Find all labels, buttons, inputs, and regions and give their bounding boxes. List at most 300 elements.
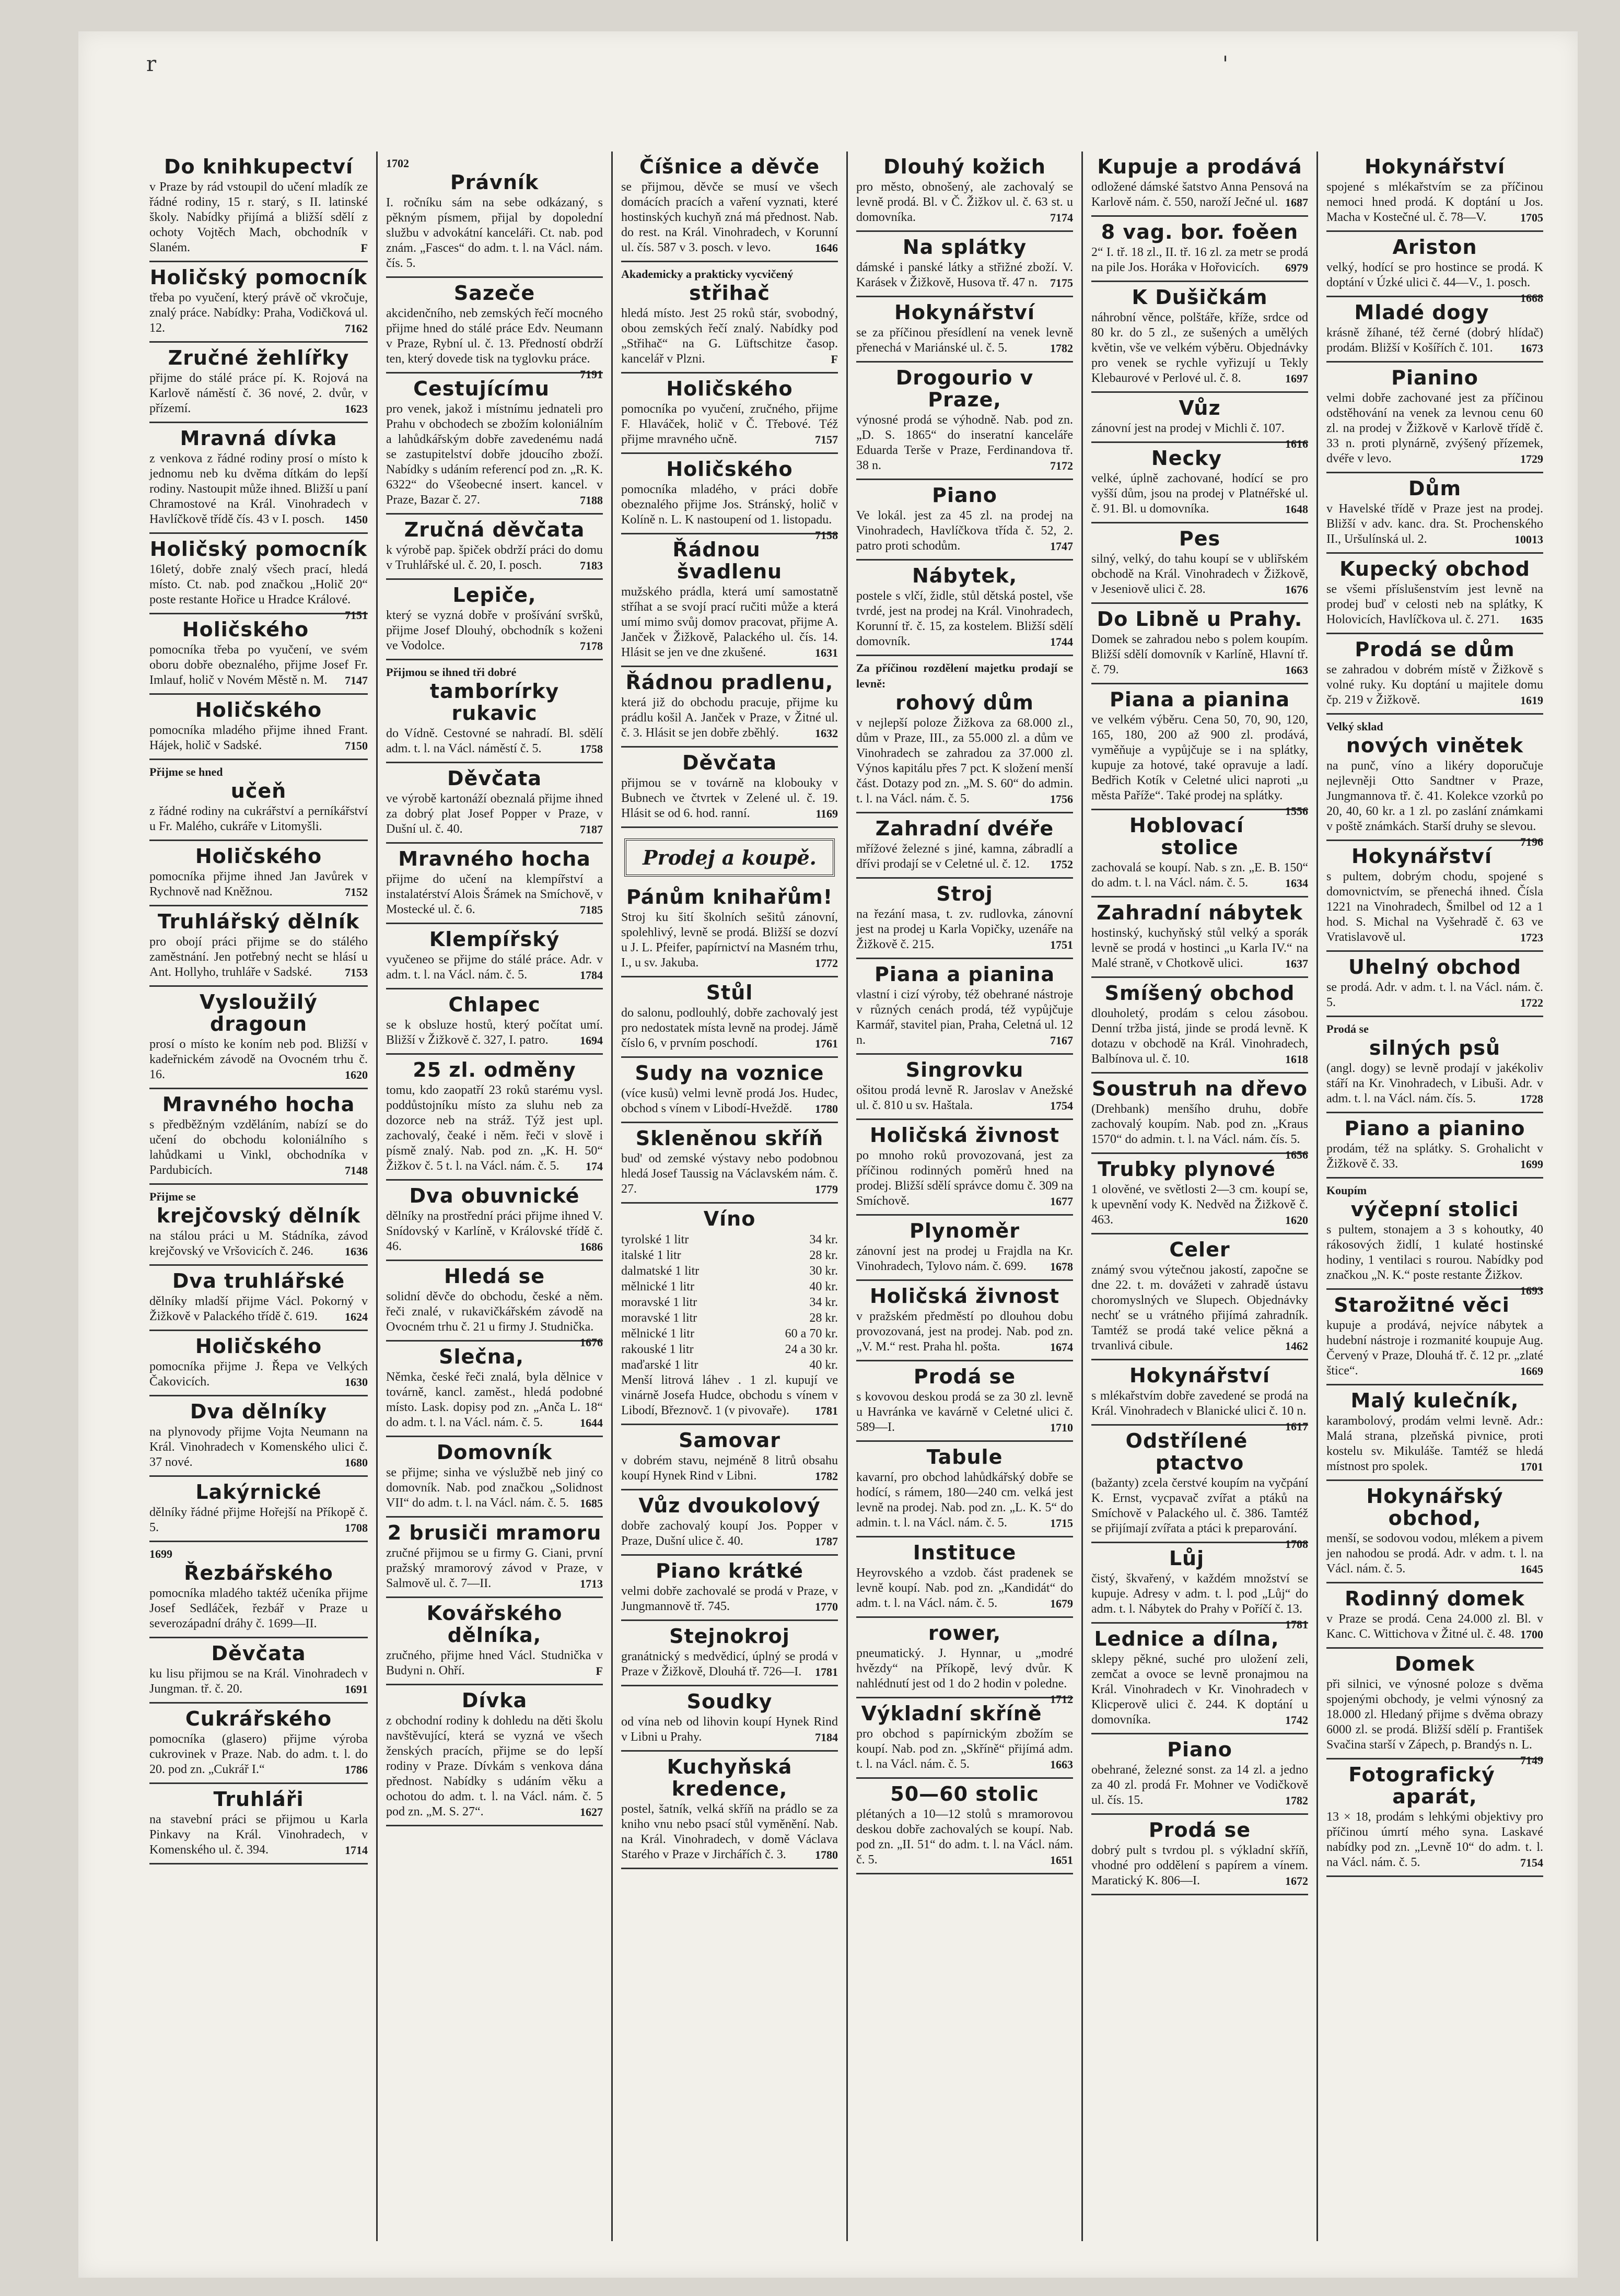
ad-body: náhrobní věnce, polštáře, kříže, srdce od 80 kr. do 5 zl., ze sušených a umělých květin, vše ve velkém výběru. Objednávky pro venek se rychle vyřizují u Tekly Klebaurové v Perlové ul. č. 8. bbox=[1091, 311, 1308, 385]
ad-text bbox=[386, 726, 603, 756]
ad-title: Malý kulečník, bbox=[1350, 1389, 1519, 1412]
classified-ad bbox=[1091, 151, 1308, 217]
ad-columns bbox=[141, 151, 1552, 2241]
ad-text bbox=[621, 1802, 838, 1862]
ad-body: dělníky řádné přijme Hořejší na Příkopě č. 5. bbox=[149, 1506, 368, 1534]
ad-body: mužského prádla, která umí samostatně stříhat a se svojí prací ručiti může a která umí mimo svůj domov pracovat, přijme A. Janček v Žižkově, Palackého ul. čís. 14. Hlásit se jen ve dne zkušené. bbox=[621, 585, 838, 659]
ad-number: 1624 bbox=[345, 1310, 368, 1323]
ad-body: který se vyzná dobře v prošívání svršků, přijme Josef Dlouhý, obchodník s koženi ve Vodolce. bbox=[386, 609, 603, 652]
ad-number: 1781 bbox=[815, 1404, 838, 1417]
ad-title: Soudky bbox=[686, 1690, 773, 1713]
ad-body: se k obsluze hostů, který počítat umí. Bližší v Žižkově č. 327, I. patro. bbox=[386, 1018, 603, 1047]
ad-text bbox=[149, 723, 368, 753]
ad-title: Lepiče, bbox=[452, 584, 537, 607]
classified-ad bbox=[1326, 363, 1543, 473]
ad-body: odložené dámské šatstvo Anna Pensová na Karlově nám. č. 550, naroží Ječné ul. bbox=[1091, 180, 1308, 209]
ad-number: 7183 bbox=[580, 559, 603, 572]
ad-title: střihač bbox=[689, 282, 770, 305]
ad-title: rower, bbox=[928, 1622, 1001, 1645]
classified-ad bbox=[149, 1185, 368, 1266]
ad-number: 1758 bbox=[580, 742, 603, 755]
ad-number: F bbox=[596, 1664, 603, 1677]
ad-title: Stejnokroj bbox=[669, 1625, 790, 1648]
wine-row bbox=[621, 1232, 838, 1248]
ad-body: v dobrém stavu, nejméně 8 litrů obsahu koupí Hynek Rind v Libni. bbox=[621, 1454, 838, 1483]
ad-body: pro město, obnošený, ale zachovalý se levně prodá. Bl. v Č. Žižkov ul. č. 63 st. u domovníka. bbox=[856, 180, 1073, 224]
ad-number: 1701 bbox=[1520, 1460, 1543, 1473]
ad-number: 7172 bbox=[1050, 459, 1073, 472]
ad-number: 1678 bbox=[1050, 1260, 1073, 1273]
ad-number: 7167 bbox=[1050, 1034, 1073, 1047]
ad-body: s předběžným vzděláním, nabízí se do učení do obchodu koloniálního s lahůdkami u Vinkl, obchodníka v Pardubicích. bbox=[149, 1118, 368, 1177]
ad-number: 1686 bbox=[580, 1240, 603, 1253]
ad-number: 1627 bbox=[580, 1805, 603, 1819]
ad-text bbox=[1091, 310, 1308, 386]
ad-body: pomocníka mladého přijme ihned Frant. Hájek, holič v Sadské. bbox=[149, 724, 368, 752]
classified-ad bbox=[386, 1342, 603, 1437]
ad-text bbox=[621, 306, 838, 367]
ad-text bbox=[621, 180, 838, 255]
ad-body: dělníky na prostřední práci přijme ihned V. Snídovský v Karlíně, v Královské třídě č. 46. bbox=[386, 1209, 603, 1253]
ad-text bbox=[856, 1244, 1073, 1274]
ad-text bbox=[1091, 1102, 1308, 1161]
ad-number: 1450 bbox=[345, 513, 368, 526]
classified-ad bbox=[856, 151, 1073, 232]
ad-text bbox=[1091, 1263, 1308, 1354]
ad-body: plétaných a 10—12 stolů s mramorovou deskou dobře zachovalých se koupí. Nab. pod zn. „II. 51“ do adm. t. l. na Václ. nám. č. 5. bbox=[856, 1808, 1073, 1867]
ad-title: Domek bbox=[1394, 1652, 1475, 1675]
ad-body: v nejlepší poloze Žižkova za 68.000 zl., dům v Praze, III., za 55.000 zl. a dům ve Vinohradech se zahradou za 37.000 zl. Výnos kapitálu přes 7 pct. K složení menší část. Dotazy pod zn. „M. S. 60“ do admin. t. l. na Václ. nám. č. 5. bbox=[856, 716, 1073, 806]
ad-number: 1634 bbox=[1285, 877, 1308, 890]
classified-ad bbox=[856, 1442, 1073, 1537]
ad-text bbox=[856, 987, 1073, 1048]
classified-ad bbox=[621, 454, 838, 542]
ad-number: 1619 bbox=[1520, 694, 1543, 707]
classified-ad bbox=[1326, 232, 1543, 305]
ad-title: Truhláři bbox=[213, 1788, 304, 1811]
ad-title: Kovářského dělníka, bbox=[426, 1602, 563, 1647]
ad-title: výčepní stolici bbox=[1350, 1198, 1519, 1221]
wine-name: moravské 1 litr bbox=[621, 1296, 697, 1309]
ad-body: (angl. dogy) se levně prodají v jakékoliv stáří na Kr. Vinohradech, v Libuši. Adr. v adm. t. l. na Václ. nám. čís. 5. bbox=[1326, 1062, 1543, 1105]
ad-title: Fotografický aparát, bbox=[1348, 1763, 1495, 1808]
ad-title: Chlapec bbox=[448, 993, 541, 1016]
ad-text bbox=[149, 1505, 368, 1535]
ad-number: 1772 bbox=[815, 957, 838, 970]
ad-text bbox=[621, 482, 838, 542]
ad-title: tamborírky rukavic bbox=[429, 680, 560, 725]
ad-number: 1742 bbox=[1285, 1714, 1308, 1727]
classified-ad bbox=[1326, 473, 1543, 554]
ad-text bbox=[1326, 1141, 1543, 1172]
classified-ad bbox=[149, 534, 368, 622]
ad-body: pro obchod s papírnickým zbožím se koupí. Nab. pod zn. „Skříně“ přijímá adm. t. l. na Václ. nám. č. 5. bbox=[856, 1727, 1073, 1771]
ad-number: 1616 bbox=[1285, 437, 1308, 450]
classified-ad bbox=[856, 1618, 1073, 1706]
ad-text bbox=[386, 1370, 603, 1430]
ad-text bbox=[856, 1148, 1073, 1209]
ad-title: Holičského bbox=[666, 458, 793, 481]
ad-text bbox=[386, 1289, 603, 1349]
classified-ad bbox=[1091, 684, 1308, 818]
classified-ad bbox=[149, 841, 368, 906]
ad-title: Mladé dogy bbox=[1354, 301, 1489, 324]
ad-number: 1677 bbox=[1050, 1195, 1073, 1208]
ad-number: 1713 bbox=[580, 1577, 603, 1590]
ad-number: 7154 bbox=[1520, 1856, 1543, 1869]
ad-prefix: Koupím bbox=[1326, 1184, 1367, 1197]
ad-body: známý svou výtečnou jakostí, započne se dne 22. t. m. dovážeti v zahradě ústavu choromyslných ve Slupech. Objednávky nechť se u vrátného přijímá zahradník. Tamtéž se prodá také velice pěkná a trvanlivá cibule. bbox=[1091, 1263, 1308, 1353]
ad-title: K Dušičkám bbox=[1132, 286, 1268, 309]
ad-title: Kupuje a prodává bbox=[1097, 155, 1302, 178]
classified-ad bbox=[856, 813, 1073, 879]
ad-number: 1754 bbox=[1050, 1099, 1073, 1112]
ad-number: 1617 bbox=[1285, 1420, 1308, 1433]
ad-text bbox=[856, 1390, 1073, 1435]
wine-name: mělnické 1 litr bbox=[621, 1327, 694, 1341]
ad-title: Zručná děvčata bbox=[404, 518, 585, 541]
ad-body: se prodá. Adr. v adm. t. l. na Václ. nám. č. 5. bbox=[1326, 981, 1543, 1009]
ad-number: 1672 bbox=[1285, 1874, 1308, 1887]
ad-number: 1728 bbox=[1520, 1092, 1543, 1105]
ad-number: 1635 bbox=[1520, 613, 1543, 626]
ad-title: Řezbářského bbox=[184, 1561, 333, 1584]
classified-ad bbox=[1326, 634, 1543, 715]
ad-text bbox=[1091, 421, 1308, 450]
ad-body: s kovovou deskou prodá se za 30 zl. levně u Havránka ve kavárně v Celetné ulici č. 589—I. bbox=[856, 1390, 1073, 1434]
ad-number: 7191 bbox=[580, 368, 603, 381]
ad-number: 1705 bbox=[1520, 211, 1543, 224]
ad-body: granátnický s medvědicí, úplný se prodá v Praze v Žižkově, Dlouhá tř. 726—I. bbox=[621, 1650, 838, 1679]
ad-text bbox=[149, 935, 368, 980]
classified-ad bbox=[149, 1542, 368, 1638]
ad-title: Kuchyňská kredence, bbox=[667, 1755, 792, 1800]
ad-number: 1694 bbox=[580, 1034, 603, 1047]
classified-ad bbox=[1091, 1234, 1308, 1360]
ad-number: 1708 bbox=[1285, 1537, 1308, 1551]
ad-body: prosí o místo ke koním neb pod. Bližší v kadeřnickém závodě na Ovocném trhu č. 16. bbox=[149, 1038, 368, 1081]
ad-number: 1645 bbox=[1520, 1563, 1543, 1576]
ad-number: 7148 bbox=[345, 1164, 368, 1177]
wine-price: 60 a 70 kr. bbox=[785, 1327, 838, 1341]
classified-ad bbox=[621, 1556, 838, 1621]
ad-body: Menší litrová láhev . 1 zl. kupují ve vinárně Josefa Hudce, obchodu s vínem v Libodí, Březnovč. 1 (v pivovaře). bbox=[621, 1373, 838, 1417]
ad-text bbox=[856, 1807, 1073, 1868]
ad-body: přijme do učení na klempířství a instalatérství Alois Šrámek na Smíchově, v Mostecké ul. č. 6. bbox=[386, 872, 603, 916]
classified-ad bbox=[1326, 1481, 1543, 1583]
ad-prefix: 1702 bbox=[386, 157, 409, 170]
ad-number: 1673 bbox=[1520, 342, 1543, 355]
ad-body: hledá místo. Jest 25 roků stár, svobodný, obou zemských řečí znalý. Nabídky pod „Střihač“ na G. Lüftschitze časop. kancelář v Plzni. bbox=[621, 307, 838, 366]
classified-ad bbox=[1326, 841, 1543, 952]
ad-body: kupuje a prodává, nejvíce nábytek a hudební nástroje i rozmanité koupuje Aug. Červený v Praze, Dlouhá tř. č. 12 pr. „zlaté štice“. bbox=[1326, 1319, 1543, 1378]
ad-number: 7178 bbox=[580, 639, 603, 652]
wine-name: tyrolské 1 litr bbox=[621, 1233, 689, 1246]
ad-body: pro obojí práci přijme se do stálého zaměstnání. Jen potřebný necht se hlásí u Ant. Hollyho, truhláře v Sadské. bbox=[149, 935, 368, 979]
classified-ad bbox=[621, 1686, 838, 1752]
ad-body: dobře zachovalý koupí Jos. Popper v Praze, Dušní ulice č. 40. bbox=[621, 1519, 838, 1548]
ad-body: zánovní jest na prodej u Frajdla na Kr. Vinohradech, Tylovo nám. č. 699. bbox=[856, 1244, 1073, 1273]
ad-title: Prodá se bbox=[1148, 1819, 1251, 1842]
ad-text bbox=[1091, 632, 1308, 678]
ad-body: velký, hodící se pro hostince se prodá. K doptání v Úzké ulici č. 44—V., 1. posch. bbox=[1326, 261, 1543, 289]
classified-ad bbox=[856, 232, 1073, 297]
classified-ad bbox=[149, 262, 368, 343]
classified-ad bbox=[1091, 1360, 1308, 1433]
ad-number: 6979 bbox=[1285, 261, 1308, 274]
ad-body: z venkova z řádné rodiny prosí o místo k jednomu neb ku dvěma dítkám do lepší rodiny. Nastoupit může ihned. Bližší u paní Chramostové na Král. Vinohradech v Havlíčkově třídě čís. 43 v I. posch. bbox=[149, 452, 368, 526]
ad-title: Odstřílené ptactvo bbox=[1125, 1429, 1248, 1474]
ad-number: 1676 bbox=[1285, 583, 1308, 596]
ad-text bbox=[856, 325, 1073, 356]
classified-ad bbox=[1091, 1734, 1308, 1815]
classified-ad bbox=[621, 748, 838, 828]
ad-text bbox=[386, 608, 603, 654]
classified-ad bbox=[386, 1598, 603, 1685]
classified-ad bbox=[149, 987, 368, 1089]
ad-number: 7175 bbox=[1050, 276, 1073, 289]
wine-row bbox=[621, 1279, 838, 1295]
classified-ad bbox=[621, 1204, 838, 1425]
ad-text bbox=[149, 643, 368, 688]
ad-title: Výkladní skříně bbox=[861, 1702, 1042, 1725]
ad-number: 7187 bbox=[580, 823, 603, 836]
ad-title: Holičský pomocník bbox=[149, 266, 368, 289]
ad-number: 7149 bbox=[1520, 1754, 1543, 1767]
ad-title: Uhelný obchod bbox=[1348, 955, 1521, 978]
ad-title: Právník bbox=[450, 171, 539, 194]
ad-body: velké, úplně zachované, hodící se pro vyšší dům, jsou na prodej v Platnéřské ul. č. 91. Bl. u domovníka. bbox=[1091, 472, 1308, 516]
ad-text bbox=[621, 1649, 838, 1680]
classified-ad bbox=[1091, 443, 1308, 523]
classified-ad bbox=[149, 151, 368, 262]
classified-ad bbox=[621, 1752, 838, 1869]
wine-price: 40 kr. bbox=[809, 1280, 838, 1293]
classified-ad bbox=[149, 760, 368, 841]
ad-number: 1782 bbox=[1285, 1794, 1308, 1807]
corner-mark-left: r bbox=[146, 52, 157, 76]
ad-title: Dlouhý kožich bbox=[883, 155, 1046, 178]
ad-number: 7151 bbox=[345, 609, 368, 622]
ad-text bbox=[386, 791, 603, 837]
ad-number: 1723 bbox=[1520, 931, 1543, 944]
ad-text bbox=[149, 1229, 368, 1259]
ad-text bbox=[1091, 926, 1308, 971]
ad-body: výnosné prodá se výhodně. Nab. pod zn. „D. S. 1865“ do inseratní kanceláře Eduarda Terše v Praze, Ferdinandova tř. 38 n. bbox=[856, 413, 1073, 472]
ad-text bbox=[1091, 1006, 1308, 1067]
classified-ad bbox=[856, 1055, 1073, 1120]
ad-number: 7162 bbox=[345, 322, 368, 335]
ad-number: 1663 bbox=[1285, 663, 1308, 677]
ad-title: Lůj bbox=[1169, 1547, 1205, 1570]
classified-ad bbox=[386, 1055, 603, 1181]
ad-text bbox=[1091, 1182, 1308, 1228]
ad-title: Prodá se bbox=[913, 1365, 1016, 1388]
corner-mark-right: ' bbox=[1222, 52, 1228, 76]
ad-number: 1700 bbox=[1520, 1628, 1543, 1641]
classified-ad bbox=[1326, 1179, 1543, 1297]
ad-title: Zahradní dvéře bbox=[875, 817, 1054, 840]
ad-number: F bbox=[360, 241, 368, 254]
classified-ad bbox=[1326, 1759, 1543, 1877]
ad-number: 7150 bbox=[345, 739, 368, 752]
ad-title: Nábytek, bbox=[912, 564, 1018, 587]
wine-price-list bbox=[621, 1232, 838, 1373]
ad-body: mřížové železné s jiné, kamna, zábradlí a dřívi prodají se v Celetné ul. č. 12. bbox=[856, 842, 1073, 871]
ad-body: zručného, přijme hned Václ. Studnička v Budyni n. Ohří. bbox=[386, 1649, 603, 1677]
ad-number: 1715 bbox=[1050, 1517, 1073, 1530]
ad-title: Vysloužilý dragoun bbox=[200, 990, 318, 1035]
ad-body: (bažanty) zcela čerstvé koupím na vyčpání K. Ernst, vycpavač zvířat a ptáků na Smíchově v Palackého ul. č. 386. Tamtéž se přijímají zvířata a ptáci k preparování. bbox=[1091, 1476, 1308, 1535]
column-2 bbox=[376, 151, 611, 2241]
classified-ad bbox=[386, 660, 603, 763]
classified-ad bbox=[1326, 715, 1543, 848]
ad-body: zručné přijmou se u firmy G. Ciani, první pražský mramorový závod v Praze, v Salmově ul. č. 7—II. bbox=[386, 1546, 603, 1590]
wine-name: italské 1 litr bbox=[621, 1249, 681, 1262]
classified-ad bbox=[386, 844, 603, 924]
ad-title: Klempířský bbox=[429, 928, 560, 951]
ad-title: Drogourio v Praze, bbox=[895, 366, 1034, 411]
classified-ad bbox=[856, 959, 1073, 1055]
ad-text bbox=[149, 1732, 368, 1777]
ad-body: 1 olověné, ve světlosti 2—3 cm. koupí se, k upevnění vody K. Nedvěd na Žižkově č. 463. bbox=[1091, 1183, 1308, 1227]
ad-title: krejčovský dělník bbox=[156, 1204, 361, 1227]
ad-number: 1630 bbox=[345, 1376, 368, 1389]
classified-ad bbox=[621, 977, 838, 1058]
classified-ad bbox=[386, 1181, 603, 1261]
ad-title: Do knihkupectví bbox=[164, 155, 354, 178]
ad-number: 1722 bbox=[1520, 996, 1543, 1009]
classified-ad bbox=[149, 614, 368, 695]
ad-text bbox=[149, 869, 368, 900]
ad-number: 1685 bbox=[580, 1497, 603, 1510]
ad-text bbox=[621, 910, 838, 971]
ad-title: učeň bbox=[230, 779, 287, 802]
ad-title: Hokynářský obchod, bbox=[1366, 1485, 1504, 1530]
ad-number: 1708 bbox=[345, 1521, 368, 1534]
ad-text bbox=[1091, 245, 1308, 275]
ad-text bbox=[1091, 1476, 1308, 1551]
section-heading-box: Prodej a koupě. bbox=[624, 838, 835, 877]
ad-body: k výrobě pap. špiček obdrží práci do domu v Truhlářské ul. č. 20, I. posch. bbox=[386, 543, 603, 572]
classified-ad bbox=[621, 1621, 838, 1686]
ad-body: postele s vlčí, židle, stůl dětská postel, vše tvrdé, jest na prodej na Král. Vinohradech, Korunní tř. č. 15, za kostelem. Bližší sdělí domovník. bbox=[856, 589, 1073, 648]
ad-body: velmi dobře zachované jest za příčinou odstěhování na venek za levnou cenu 60 zl. na prodej v Žižkově v Karlově třídě č. 33 n. proti plynárně, zvýšený přízemek, dvéře v levo. bbox=[1326, 391, 1543, 465]
ad-title: Pánům knihařům! bbox=[626, 885, 833, 908]
ad-number: 1646 bbox=[815, 241, 838, 254]
ad-text bbox=[386, 402, 603, 508]
ad-title: Celer bbox=[1169, 1238, 1230, 1261]
ad-title: Do Libně u Prahy. bbox=[1097, 608, 1303, 631]
classified-ad bbox=[386, 989, 603, 1055]
ad-body: sklepy pěkné, suché pro uložení zeli, zemčat a ovoce se levně pronajmou na Král. Vinohradech v Kr. Vinohradech v Klicperově ulici č. 244. K doptání u domovníka. bbox=[1091, 1652, 1308, 1727]
ad-number: 1637 bbox=[1285, 957, 1308, 970]
ad-title: Holičská živnost bbox=[869, 1285, 1060, 1308]
classified-ad bbox=[621, 1058, 838, 1123]
ad-title: Cukrářského bbox=[185, 1707, 332, 1730]
ad-title: Řádnou švadlenu bbox=[672, 538, 783, 583]
wine-price: 24 a 30 kr. bbox=[785, 1343, 838, 1356]
ad-title: Hoblovací stolice bbox=[1129, 814, 1244, 859]
ad-number: 7158 bbox=[815, 529, 838, 542]
ad-number: 7174 bbox=[1050, 211, 1073, 224]
wine-price: 28 kr. bbox=[809, 1311, 838, 1325]
classified-ad bbox=[386, 151, 603, 278]
ad-number: 1699 bbox=[1520, 1158, 1543, 1171]
classified-ad bbox=[386, 580, 603, 660]
classified-ad bbox=[1091, 898, 1308, 978]
ad-title: Na splátky bbox=[902, 236, 1027, 259]
ad-number: 1786 bbox=[345, 1763, 368, 1776]
ad-title: Rodinný domek bbox=[1345, 1587, 1525, 1610]
ad-number: 1618 bbox=[1285, 1053, 1308, 1066]
ad-number: 1781 bbox=[815, 1665, 838, 1679]
ad-body: se přijme; sinha ve výslužbě neb jiný co domovník. Nab. pod značkou „Solidnost VII“ do adm. t. l. na Václ. nám. č. 5. bbox=[386, 1466, 603, 1510]
wine-row bbox=[621, 1326, 838, 1342]
ad-number: 1651 bbox=[1050, 1854, 1073, 1867]
ad-title: Hokynářství bbox=[1365, 155, 1505, 178]
ad-body: spojené s mlékařstvím se za příčinou nemoci hned prodá. K doptání u Jos. Macha v Kostečné ul. č. 78—V. bbox=[1326, 180, 1543, 224]
ad-text bbox=[856, 842, 1073, 872]
ad-text bbox=[1091, 1843, 1308, 1889]
classified-ad bbox=[1326, 297, 1543, 363]
classified-ad bbox=[1091, 1074, 1308, 1161]
ad-number: 1779 bbox=[815, 1183, 838, 1196]
ad-title: Stroj bbox=[936, 882, 993, 905]
ad-body: při silnici, ve výnosné poloze s dvěma spojenými obchody, je velmi výnosný za 18.000 zl. Hledaný přijme s dvěma obrazy 6000 zl. se prodá. Bližší sdělí p. František Svačina starší v Zápech, p. Brandýs n. L. bbox=[1326, 1677, 1543, 1752]
ad-text bbox=[856, 716, 1073, 807]
classified-ad bbox=[856, 297, 1073, 363]
ad-number: 7147 bbox=[345, 674, 368, 687]
ad-body: zachovalá se koupí. Nab. s zn. „E. B. 150“ do adm. t. l. na Václ. nám. č. 5. bbox=[1091, 861, 1308, 890]
ad-title: Holičského bbox=[195, 845, 322, 868]
ad-body: zánovní jest na prodej v Michli č. 107. bbox=[1091, 422, 1285, 435]
ad-body: pomocníka (glasero) přijme výroba cukrovinek v Praze. Nab. do adm. t. l. do 20. pod zn. „Cukrář I.“ bbox=[149, 1732, 368, 1776]
ad-title: Víno bbox=[703, 1207, 756, 1230]
ad-prefix: Akademicky a prakticky vycvičený bbox=[621, 267, 794, 281]
ad-number: 1780 bbox=[815, 1102, 838, 1115]
classified-ad bbox=[1326, 1385, 1543, 1481]
ad-number: 1752 bbox=[1050, 858, 1073, 871]
ad-title: Samovar bbox=[679, 1429, 780, 1452]
classified-ad bbox=[621, 1123, 838, 1204]
ad-title: Vůz dvoukolový bbox=[638, 1494, 821, 1517]
classified-ad bbox=[621, 151, 838, 262]
classified-ad bbox=[1091, 810, 1308, 898]
classified-ad bbox=[1091, 604, 1308, 684]
ad-text bbox=[1326, 869, 1543, 945]
ad-title: Holičská živnost bbox=[869, 1124, 1060, 1147]
ad-text bbox=[1326, 582, 1543, 627]
ad-body: v Praze se prodá. Cena 24.000 zl. Bl. v Kanc. C. Wittichova v Žitné ul. č. 48. bbox=[1326, 1612, 1543, 1641]
ad-text bbox=[856, 589, 1073, 649]
ad-body: do salonu, podlouhlý, dobře zachovalý jest pro nedostatek místa levně na prodej. Jámě číslo 6, v prvním poschodí. bbox=[621, 1006, 838, 1050]
ad-number: 1169 bbox=[815, 807, 838, 820]
ad-number: 1648 bbox=[1285, 503, 1308, 516]
ad-body: na řezání masa, t. zv. rudlovka, zánovní jest na prodej u Karla Vopičky, uzenáře na Žižkově č. 215. bbox=[856, 907, 1073, 951]
ad-title: Hokynářství bbox=[894, 301, 1035, 324]
ad-text bbox=[621, 1373, 838, 1418]
ad-text bbox=[621, 1519, 838, 1549]
classified-ad bbox=[1326, 1583, 1543, 1649]
ad-title: Pianino bbox=[1391, 366, 1478, 389]
ad-text bbox=[149, 1425, 368, 1470]
ad-text bbox=[621, 1584, 838, 1614]
ad-number: 1691 bbox=[345, 1683, 368, 1696]
ad-body: s mlékařstvím dobře zavedené se prodá na Král. Vinohradech v Blanické ulici č. 10 n. bbox=[1091, 1389, 1308, 1418]
classified-ad bbox=[856, 1216, 1073, 1281]
ad-body: pro venek, jakož i místnímu jednateli pro Prahu v obchodech se zbožím koloniálním a lahůdkářským dobře zavedenému nadá se zastupitelství dobře jdoucího zboží. Nabídky s udáním referencí pod zn. „R. K. 6322“ do Všeobecné insert. kancel. v Praze, Bazar č. 27. bbox=[386, 402, 603, 507]
